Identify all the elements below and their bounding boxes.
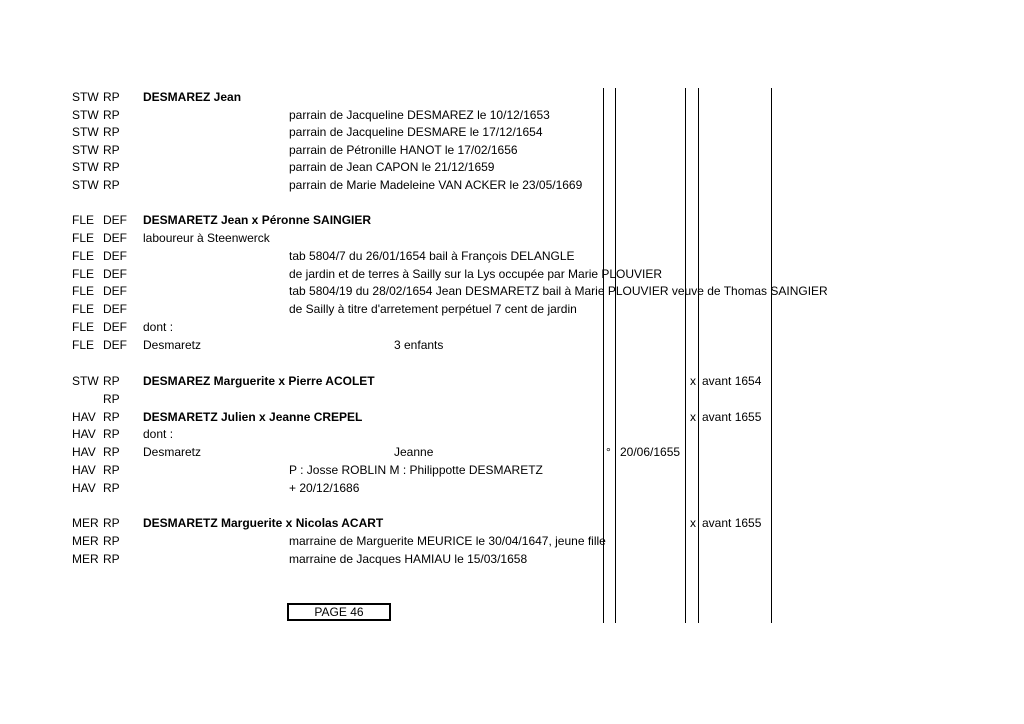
- cell-detail: parrain de Marie Madeleine VAN ACKER le 23/05/1669: [289, 178, 583, 192]
- cell-type: RP: [103, 445, 120, 459]
- table-row: [0, 532, 1024, 550]
- table-row: [0, 550, 1024, 568]
- table-row: [0, 479, 1024, 497]
- cell-detail: parrain de Jacqueline DESMAREZ le 10/12/1653: [289, 108, 550, 122]
- cell-place: HAV: [72, 445, 96, 459]
- cell-name: DESMAREZ Jean: [143, 90, 242, 104]
- table-row: [0, 106, 1024, 124]
- cell-place: FLE: [72, 249, 95, 263]
- table-row: [0, 300, 1024, 318]
- cell-type: RP: [103, 481, 120, 495]
- cell-place: STW: [72, 90, 99, 104]
- cell-type: RP: [103, 160, 120, 174]
- table-row: [0, 336, 1024, 354]
- cell-type: RP: [103, 392, 120, 406]
- cell-place: STW: [72, 374, 99, 388]
- cell-place: HAV: [72, 410, 96, 424]
- page-number-box: PAGE 46: [287, 603, 391, 621]
- cell-mdate: avant 1655: [702, 410, 762, 424]
- cell-mmark: x: [690, 516, 696, 530]
- cell-name: laboureur à Steenwerck: [143, 231, 270, 245]
- cell-detail: de jardin et de terres à Sailly sur la Lys occupée par Marie PLOUVIER: [289, 267, 663, 281]
- cell-place: MER: [72, 516, 99, 530]
- cell-type: RP: [103, 90, 120, 104]
- cell-name: dont :: [143, 427, 174, 441]
- cell-detail: tab 5804/19 du 28/02/1654 Jean DESMARETZ bail à Marie PLOUVIER veuve de Thomas SAINGIER: [289, 284, 828, 298]
- cell-mmark: x: [690, 374, 696, 388]
- cell-type: RP: [103, 410, 120, 424]
- table-row: [0, 176, 1024, 194]
- cell-place: FLE: [72, 320, 95, 334]
- cell-type: RP: [103, 178, 120, 192]
- cell-detail: parrain de Jean CAPON le 21/12/1659: [289, 160, 495, 174]
- cell-type: RP: [103, 108, 120, 122]
- cell-place: STW: [72, 143, 99, 157]
- cell-place: STW: [72, 108, 99, 122]
- cell-place: MER: [72, 534, 99, 548]
- table-row: [0, 282, 1024, 300]
- table-row: [0, 318, 1024, 336]
- cell-detail: tab 5804/7 du 26/01/1654 bail à François DELANGLE: [289, 249, 575, 263]
- cell-name: DESMARETZ Jean x Péronne SAINGIER: [143, 213, 372, 227]
- table-row: [0, 461, 1024, 479]
- cell-bmark: °: [606, 445, 611, 459]
- cell-place: MER: [72, 552, 99, 566]
- cell-type: RP: [103, 427, 120, 441]
- cell-mmark: x: [690, 410, 696, 424]
- table-row: [0, 229, 1024, 247]
- table-row: [0, 443, 1024, 461]
- cell-mdate: avant 1654: [702, 374, 762, 388]
- cell-detail: de Sailly à titre d'arretement perpétuel 7 cent de jardin: [289, 302, 577, 316]
- cell-place: HAV: [72, 481, 96, 495]
- cell-detail: parrain de Jacqueline DESMARE le 17/12/1654: [289, 125, 543, 139]
- cell-place: HAV: [72, 463, 96, 477]
- cell-child: Jeanne: [394, 445, 434, 459]
- cell-type: RP: [103, 374, 120, 388]
- cell-type: DEF: [103, 302, 127, 316]
- cell-name: DESMARETZ Marguerite x Nicolas ACART: [143, 516, 384, 530]
- cell-place: FLE: [72, 338, 95, 352]
- cell-name: DESMARETZ Julien x Jeanne CREPEL: [143, 410, 363, 424]
- cell-type: RP: [103, 516, 120, 530]
- cell-place: FLE: [72, 231, 95, 245]
- cell-type: DEF: [103, 231, 127, 245]
- cell-name: DESMAREZ Marguerite x Pierre ACOLET: [143, 374, 375, 388]
- cell-type: RP: [103, 534, 120, 548]
- cell-type: DEF: [103, 284, 127, 298]
- cell-place: FLE: [72, 284, 95, 298]
- cell-name: Desmaretz: [143, 338, 202, 352]
- cell-type: DEF: [103, 338, 127, 352]
- cell-detail: P : Josse ROBLIN M : Philippotte DESMARETZ: [289, 463, 543, 477]
- cell-name: dont :: [143, 320, 174, 334]
- table-row: [0, 158, 1024, 176]
- cell-type: RP: [103, 552, 120, 566]
- cell-place: FLE: [72, 213, 95, 227]
- table-row: [0, 141, 1024, 159]
- cell-detail: parrain de Pétronille HANOT le 17/02/1656: [289, 143, 518, 157]
- table-row: [0, 408, 1024, 426]
- cell-detail: marraine de Jacques HAMIAU le 15/03/1658: [289, 552, 528, 566]
- cell-place: STW: [72, 125, 99, 139]
- table-row: [0, 88, 1024, 106]
- cell-type: DEF: [103, 249, 127, 263]
- table-row: [0, 123, 1024, 141]
- table-row: [0, 372, 1024, 390]
- cell-detail: marraine de Marguerite MEURICE le 30/04/1647, jeune fille: [289, 534, 606, 548]
- cell-type: RP: [103, 463, 120, 477]
- cell-detail: + 20/12/1686: [289, 481, 360, 495]
- table-row: [0, 514, 1024, 532]
- table-row: [0, 247, 1024, 265]
- cell-name: Desmaretz: [143, 445, 202, 459]
- cell-type: RP: [103, 143, 120, 157]
- cell-place: HAV: [72, 427, 96, 441]
- cell-place: FLE: [72, 267, 95, 281]
- cell-place: FLE: [72, 302, 95, 316]
- table-row: [0, 390, 1024, 408]
- cell-place: STW: [72, 178, 99, 192]
- cell-type: RP: [103, 125, 120, 139]
- table-row: [0, 265, 1024, 283]
- table-row: [0, 211, 1024, 229]
- table-row: [0, 425, 1024, 443]
- cell-type: DEF: [103, 320, 127, 334]
- cell-mdate: avant 1655: [702, 516, 762, 530]
- cell-type: DEF: [103, 267, 127, 281]
- cell-kids: 3 enfants: [394, 338, 444, 352]
- cell-type: DEF: [103, 213, 127, 227]
- cell-place: STW: [72, 160, 99, 174]
- cell-bdate: 20/06/1655: [620, 445, 681, 459]
